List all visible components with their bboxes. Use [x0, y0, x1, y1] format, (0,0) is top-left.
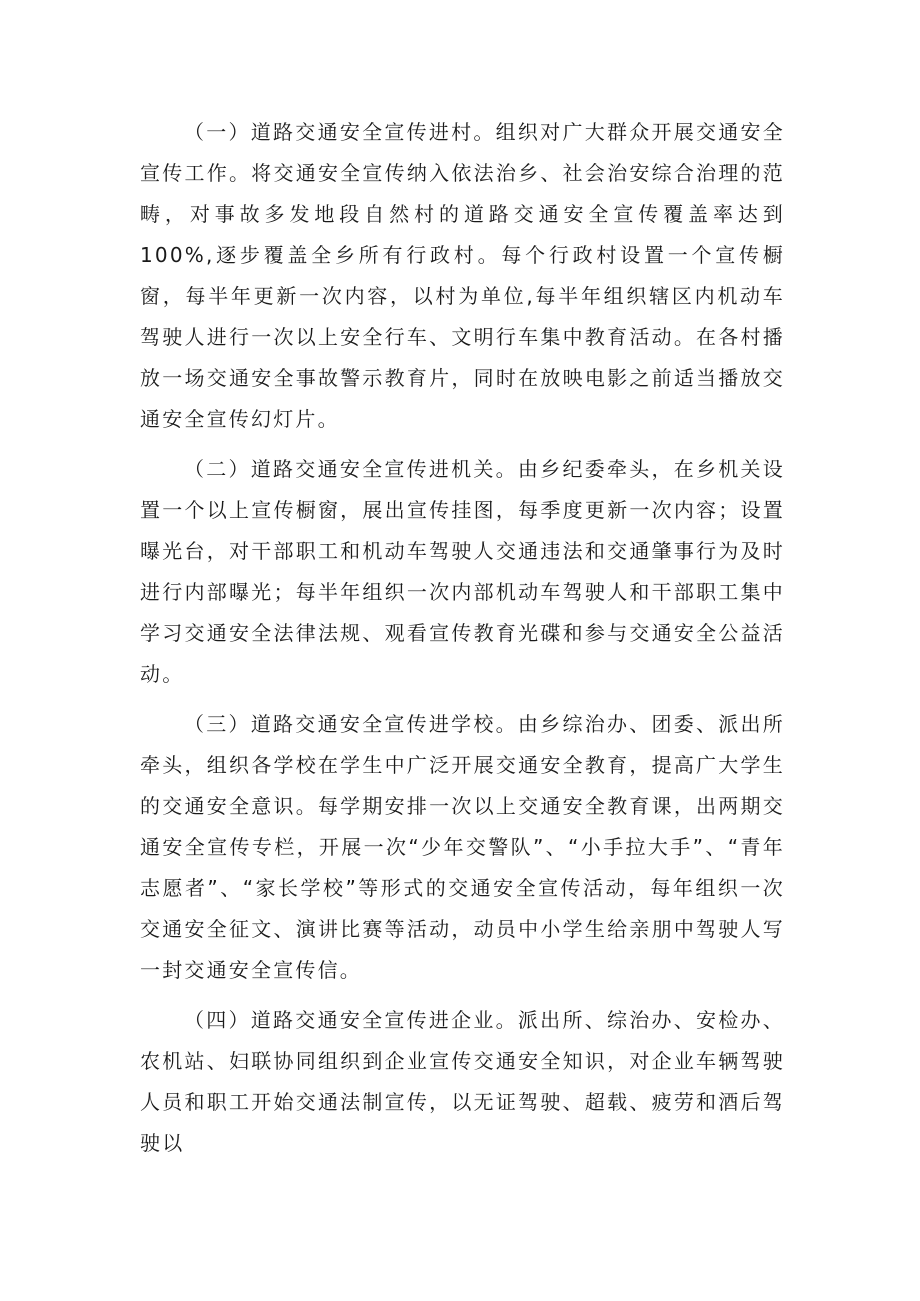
- paragraph-village: （一）道路交通安全宣传进村。组织对广大群众开展交通安全宣传工作。将交通安全宣传纳入依法治乡、社会治安综合治理的范畴，对事故多发地段自然村的道路交通安全宣传覆盖率达到100%,逐步覆盖全乡所有行政村。每个行政村设置一个宣传橱窗，每半年更新一次内容，以村为单位,每半年组织辖区内机动车驾驶人进行一次以上安全行车、文明行车集中教育活动。在各村播放一场交通安全事故警示教育片，同时在放映电影之前适当播放交通安全宣传幻灯片。: [140, 120, 785, 431]
- paragraph-school: （三）道路交通安全宣传进学校。由乡综治办、团委、派出所牵头，组织各学校在学生中广泛开展交通安全教育，提高广大学生的交通安全意识。每学期安排一次以上交通安全教育课，出两期交通安全宣传专栏，开展一次“少年交警队”、“小手拉大手”、“青年志愿者”、“家长学校”等形式的交通安全宣传活动，每年组织一次交通安全征文、演讲比赛等活动，动员中小学生给亲朋中驾驶人写一封交通安全宣传信。: [140, 712, 785, 982]
- paragraph-government: （二）道路交通安全宣传进机关。由乡纪委牵头，在乡机关设置一个以上宣传橱窗，展出宣传挂图，每季度更新一次内容；设置曝光台，对干部职工和机动车驾驶人交通违法和交通肇事行为及时进行内部曝光；每半年组织一次内部机动车驾驶人和干部职工集中学习交通安全法律法规、观看宣传教育光碟和参与交通安全公益活动。: [140, 457, 785, 686]
- paragraph-enterprise: （四）道路交通安全宣传进企业。派出所、综治办、安检办、农机站、妇联协同组织到企业宣传交通安全知识，对企业车辆驾驶人员和职工开始交通法制宣传，以无证驾驶、超载、疲劳和酒后驾驶以: [140, 1008, 785, 1155]
- document-body: [140, 112, 785, 1173]
